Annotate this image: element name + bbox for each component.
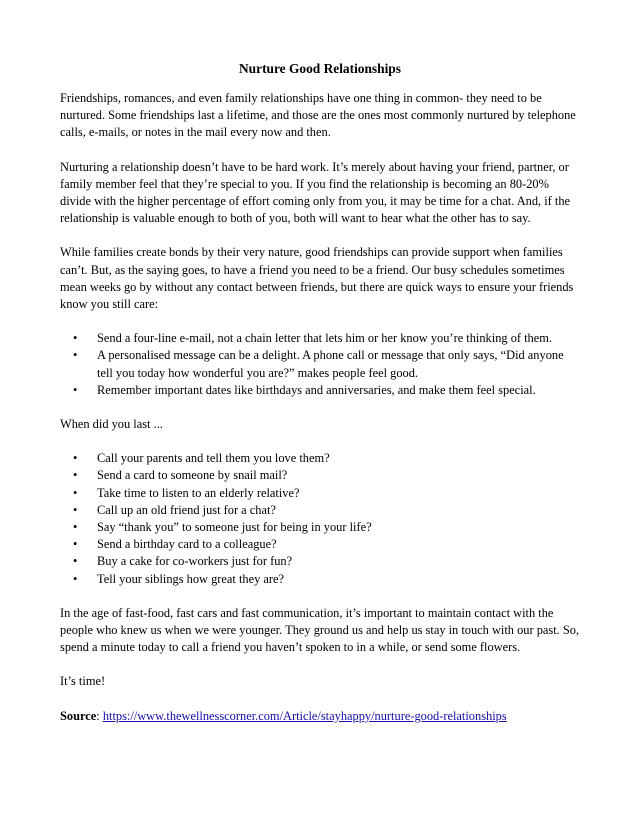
list-item xyxy=(60,571,580,588)
paragraph-families: While families create bonds by their very nature, good friendships can provide support when families can’t. But, as the saying goes, to have a friend you need to be a friend. Our busy schedules sometimes mean weeks go by without any contact between friends, but there are quick ways to ensure your friends know you still care: xyxy=(60,245,574,312)
list-item-text: Send a card to someone by snail mail? xyxy=(97,468,288,483)
list-item xyxy=(60,485,580,502)
list-item-text: Buy a cake for co-workers just for fun? xyxy=(97,554,293,569)
bullet-icon: • xyxy=(73,485,78,500)
bullet-icon: • xyxy=(73,331,78,346)
paragraph-closing: In the age of fast-food, fast cars and fast communication, it’s important to maintain contact with the people who knew us when we were younger. They ground us and help us stay in touch with our past. So, spend a minute today to call a friend you haven’t spoken to in a while, or send some flowers. xyxy=(60,605,580,655)
list-item xyxy=(60,347,580,381)
list-item-text: Send a birthday card to a colleague? xyxy=(97,537,277,552)
its-time-text: It’s time! xyxy=(60,674,106,689)
list-item-text: Call your parents and tell them you love them? xyxy=(97,451,330,466)
list-item xyxy=(60,382,580,399)
bullet-icon: • xyxy=(73,502,78,517)
bullet-icon: • xyxy=(73,382,78,397)
paragraph-nurturing: Nurturing a relationship doesn’t have to be hard work. It’s merely about having your friend, partner, or family member feel that they’re special to you. If you find the relationship is becoming an 80-20% divide with the higher percentage of effort coming only from you, it may be time for a chat. And, if the relationship is valuable enough to both of you, both will want to hear what the other has to say. xyxy=(60,159,571,226)
document-title: Nurture Good Relationships xyxy=(239,61,401,76)
source-line xyxy=(60,708,580,725)
bullet-icon: • xyxy=(73,537,78,552)
list-item xyxy=(60,536,580,553)
question-intro: When did you last ... xyxy=(60,417,163,432)
list-item xyxy=(60,450,580,467)
list-item xyxy=(60,330,580,347)
list-item xyxy=(60,553,580,570)
list-item-text: Tell your siblings how great they are? xyxy=(97,571,285,586)
source-separator: : xyxy=(96,708,103,723)
list-item xyxy=(60,502,580,519)
paragraph-intro: Friendships, romances, and even family relationships have one thing in common- they need to be nurtured. Some friendships last a lifetime, and those are the ones most commonly nurtured by telephone calls, e-mails, or notes in the mail every now and then. xyxy=(60,91,576,140)
list-item-text: Take time to listen to an elderly relative? xyxy=(97,485,300,500)
bullet-icon: • xyxy=(73,571,78,586)
list-item xyxy=(60,467,580,484)
bullet-icon: • xyxy=(73,554,78,569)
source-link[interactable]: https://www.thewellnesscorner.com/Article/stayhappy/nurture-good-relationships xyxy=(102,708,507,723)
bullet-icon: • xyxy=(73,348,78,363)
list-item xyxy=(60,519,580,536)
list-item-text: Say “thank you” to someone just for being in your life? xyxy=(97,520,372,535)
questions-list xyxy=(60,450,580,588)
list-item-text: Remember important dates like birthdays and anniversaries, and make them feel special. xyxy=(97,382,536,397)
list-item-text: Call up an old friend just for a chat? xyxy=(97,502,276,517)
bullet-icon: • xyxy=(73,451,78,466)
list-item-text: A personalised message can be a delight. A phone call or message that only says, “Did anyone tell you today how wonderful you are?” makes people feel good. xyxy=(97,348,564,380)
list-item-text: Send a four-line e-mail, not a chain letter that lets him or her know you’re thinking of them. xyxy=(97,331,552,346)
source-label: Source xyxy=(60,708,97,723)
bullet-icon: • xyxy=(73,520,78,535)
bullet-icon: • xyxy=(73,468,78,483)
tips-list xyxy=(60,330,580,399)
